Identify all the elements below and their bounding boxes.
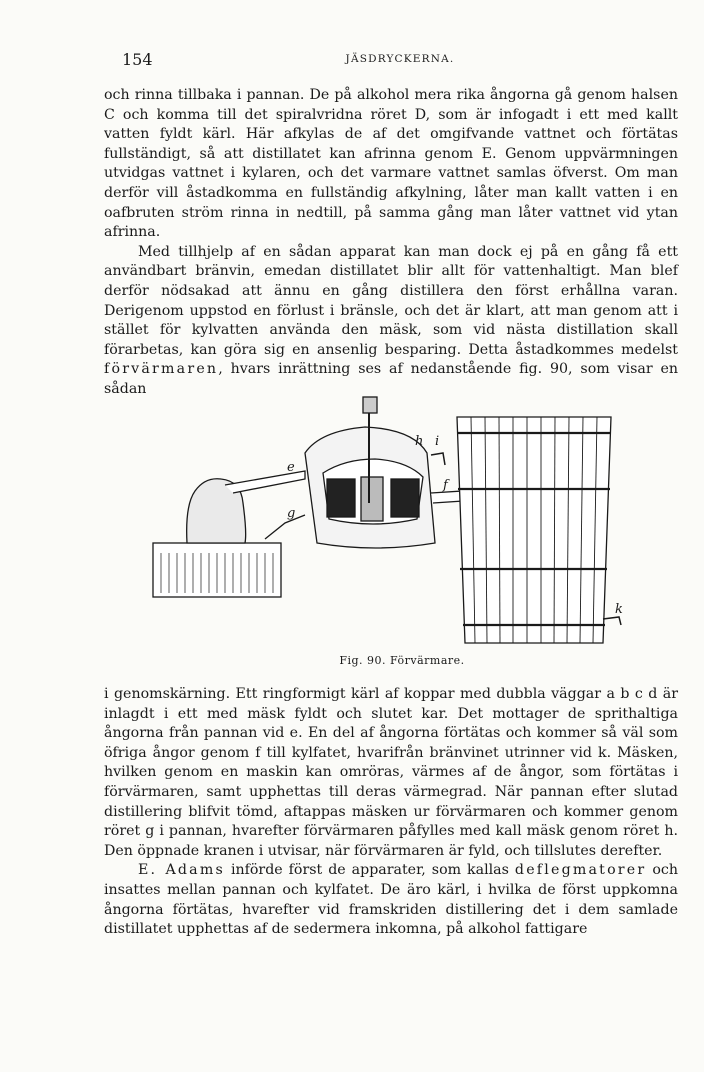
page-number: 154 (122, 50, 153, 69)
outlet-k (603, 617, 621, 625)
preheater-core (361, 477, 383, 521)
paragraph: och rinna tillbaka i pannan. De på alkohol mera rika ångorna gå genom halsen C och komma till det spiralvridna röret D, som är infogadt i ett med kallt vatten fyldt kärl. Här afkylas de af det omgifvande vattnet och förtätas fullständigt, så att distillatet kan afrinna genom E. Genom uppvärmningen utvidgas vattnet i kylaren, och det varmare vattnet samlas öfverst. Om man derför vill åstadkomma en fullständig afkylning, låter man kallt vatten i en oafbruten ström rinna in nedtill, på samma gång man låter vattnet vid ytan afrinna. (104, 87, 678, 241)
figure-caption-text: Fig. 90. Förvärmare. (339, 654, 465, 667)
preheater-chamber-right (391, 479, 419, 517)
paragraph-text: införde först de apparater, som kallas (224, 862, 515, 879)
spaced-term: deflegmatorer (514, 862, 647, 879)
label-i: i (435, 434, 440, 449)
label-g: g (287, 506, 296, 521)
paragraph (104, 243, 678, 400)
stirrer-handle (363, 397, 377, 413)
label-h: h (415, 434, 424, 449)
spaced-name: E. Adams (138, 862, 225, 879)
label-f: f (443, 478, 448, 493)
preheater-chamber-left (327, 479, 355, 517)
cooling-tub (457, 417, 611, 643)
tap-i (431, 453, 445, 465)
paragraph-text: och insattes mellan pannan och kylfatet. De äro kärl, i hvilka de först uppkomna ångorna förtätas, hvarefter vid framskriden distillering det i dem samlade distillatet upphettas af de sedermera inkomna, på alkohol fattigare (104, 862, 678, 938)
paragraph (104, 861, 678, 939)
paragraph: i genomskärning. Ett ringformigt kärl af koppar med dubbla väggar a b c d är inlagdt i ett med mäsk fyldt och slutet kar. Det mottager de sprithaltiga ångorna från pannan vid e. En del af ångorna förtätas och kommer så väl som öfriga ångor genom f till kylfatet, hvarifrån bränvinet utrinner vid k. Mäsken, hvilken genom en maskin kan omröras, värmes af de ångor, som förtätas i förvärmaren, samt upphettas till deras värmegrad. När pannan efter slutad distillering blifvit tömd, aftappas mäsken ur förvärmaren och kommer genom röret g i pannan, hvarefter förvärmaren påfylles med kall mäsk genom röret h. Den öppnade kranen i utvisar, när förvärmaren är fyld, och tillslutes derefter. (104, 686, 678, 859)
figure-caption (0, 654, 704, 667)
pipe-g (265, 515, 305, 539)
text-block-top (104, 86, 678, 400)
paragraph-text: Med tillhjelp af en sådan apparat kan man dock ej på en gång få ett användbart bränvin, emedan distillatet blir allt för vattenhaltigt. Man blef derför nödsakad att ännu en gång distillera den först erhållna varan. Derigenom uppstod en förlust i bränsle, och det är klart, att man genom att i stället för kylvatten använda den mäsk, som vid nästa distillation skall förarbetas, kan göra sig en ansenlig besparing. Detta åstadkommes medelst (104, 243, 678, 358)
label-e: e (287, 460, 295, 475)
page-header (122, 50, 678, 72)
label-k: k (615, 602, 623, 617)
paragraph-text: , hvars inrättning ses af nedanstående fig. 90, som visar en sådan (104, 361, 678, 397)
spaced-term: förvärmaren (104, 361, 219, 378)
text-block-bottom (104, 685, 678, 940)
figure-90-illustration (145, 393, 635, 649)
running-title: JÄSDRYCKERNA. (345, 53, 455, 65)
